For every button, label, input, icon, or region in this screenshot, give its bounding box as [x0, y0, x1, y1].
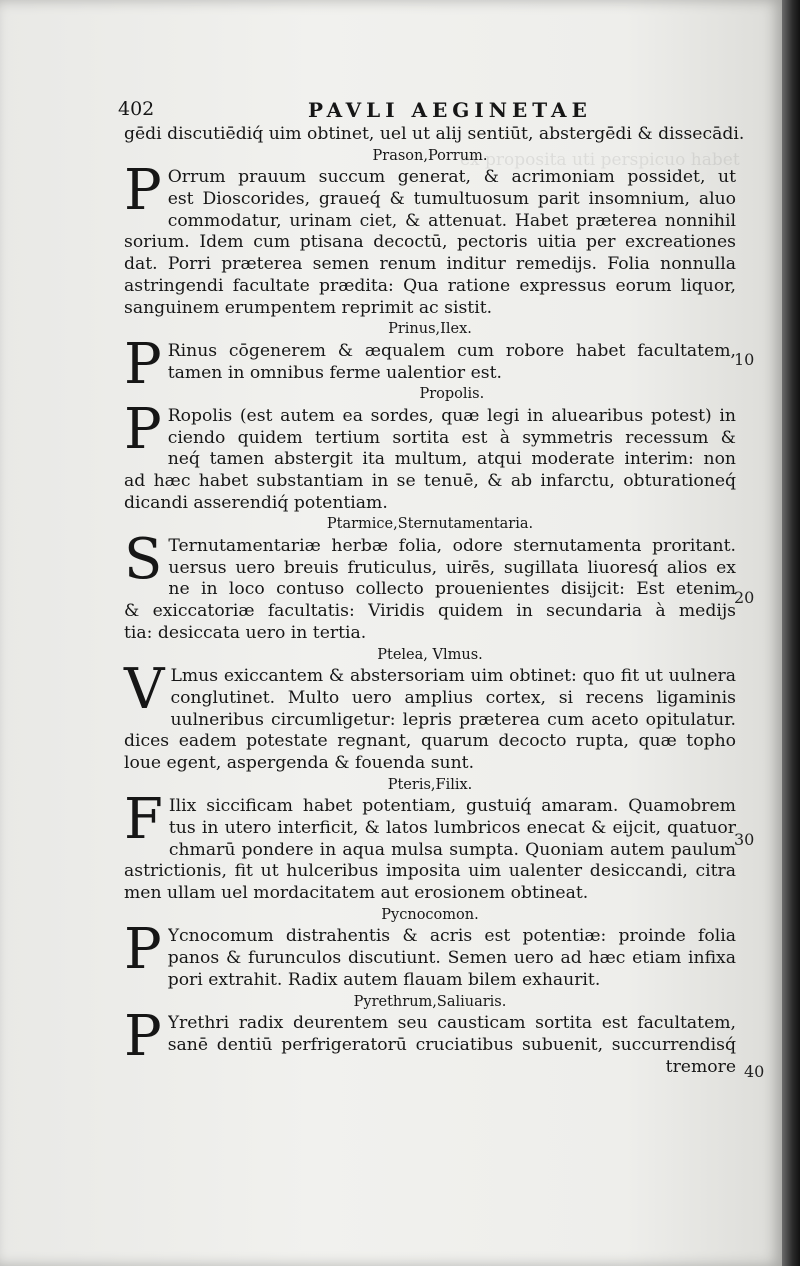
text-line: ne in loco contuso collecto prouenientes disijcit: Est etenim — [168, 579, 736, 600]
entry-sternutamentaria — [124, 527, 736, 644]
entry-propolis — [124, 396, 736, 514]
page-edge-shadow — [782, 0, 800, 1266]
text-line: ad hæc habet substantiam in se tenuē, & ab infarctu, obturationeq́ — [124, 471, 736, 491]
text-line: conglutinet. Multo uero amplius cortex, si recens ligaminis — [170, 687, 736, 708]
text-line: tus in utero interficit, & latos lumbricos enecat & eijcit, quatuor — [168, 818, 736, 838]
drop-cap: S — [124, 527, 163, 593]
drop-cap: V — [124, 657, 165, 723]
text-line: neq́ tamen abstergit ita multum, atqui moderate interim: non — [167, 449, 736, 470]
entry-heading: Pyrethrum,Saliuaris. — [353, 993, 507, 1010]
text-line: Rinus cōgenerem & æqualem cum robore habet facultatem, — [167, 340, 736, 361]
text-line: pori extrahit. Radix autem flauam bilem exhaurit. — [167, 969, 601, 990]
entry-heading: Pycnocomon. — [381, 906, 479, 923]
text-line: sorium. Idem cum ptisana decoctū, pectoris uitia per excreationes — [124, 232, 736, 253]
text-line: Yrethri radix deurentem seu causticam sortita est facultatem, — [167, 1013, 736, 1034]
entry-heading: Prason,Porrum. — [372, 147, 488, 164]
text-line: sanē dentiū perfrigeratorū cruciatibus subuenit, succurrendisq́ — [167, 1034, 736, 1055]
entry-ulmus — [124, 657, 736, 774]
drop-cap: P — [124, 331, 162, 397]
drop-cap: P — [124, 1004, 162, 1070]
catchword: tremore — [665, 1056, 736, 1077]
drop-cap: P — [124, 396, 162, 462]
text-line: Ilix siccificam habet potentiam, gustuiq́ amaram. Quamobrem — [168, 796, 736, 817]
text-line: uersus uero breuis fruticulus, uirēs, sugillata liuoresq́ alios ex — [168, 557, 736, 578]
entry-pycnocomon — [124, 917, 736, 991]
text-line: loue egent, aspergenda & fouenda sunt. — [124, 752, 475, 773]
drop-cap: P — [124, 158, 162, 224]
line-number-marker: 40 — [744, 1062, 765, 1081]
text-line: Orrum prauum succum generat, & acrimoniam possidet, ut — [167, 167, 736, 188]
text-line: dat. Porri præterea semen renum inditur remedijs. Folia nonnulla — [124, 254, 736, 275]
entry-heading: Propolis. — [419, 386, 485, 403]
line-number-marker: 20 — [734, 588, 755, 607]
text-line: Ternutamentariæ herbæ folia, odore sternutamenta proritant. — [168, 536, 736, 557]
entry-heading: Prinus,Ilex. — [388, 321, 472, 338]
text-line: tamen in omnibus ferme ualentior est. — [167, 362, 502, 383]
text-line: tia: desiccata uero in tertia. — [124, 622, 367, 643]
running-head-title: PAVLI AEGINETAE — [308, 98, 592, 122]
text-line: panos & furunculos discutiunt. Semen uero ad hæc etiam infixa — [167, 948, 736, 969]
text-line: men ullam uel mordacitatem aut erosionem obtineat. — [124, 883, 589, 904]
text-line: dicandi asserendiq́ potentiam. — [124, 492, 388, 513]
line-number-marker: 30 — [734, 830, 755, 849]
text-line: Ycnocomum distrahentis & acris est potentiæ: proinde folia — [167, 926, 736, 947]
text-line: & exiccatoriæ facultatis: Viridis quidem in secundaria à medijs — [124, 601, 736, 622]
bleed-through-text: ex proposita uti perspicuo habet — [460, 150, 740, 170]
page-number: 402 — [118, 98, 155, 120]
entry-filix — [124, 787, 736, 904]
running-head — [118, 98, 738, 124]
line-number-marker: 10 — [734, 350, 755, 369]
entry-heading: Ptelea, Vlmus. — [377, 646, 483, 663]
text-line: est Dioscorides, graueq́ & tumultuosum parit insomnium, aluo — [167, 189, 736, 210]
text-line: sanguinem erumpentem reprimit ac sistit. — [124, 297, 493, 318]
text-line: Ropolis (est autem ea sordes, quæ legi in aluearibus potest) in — [167, 405, 736, 426]
opening-line: gēdi discutiēdiq́ uim obtinet, uel ut alij sentiūt, abstergēdi & dissecādi. — [124, 124, 745, 144]
text-line: astrictionis, fit ut hulceribus imposita uim ualenter desiccandi, citra — [124, 861, 736, 882]
text-line: ciendo quidem tertium sortita est à symmetris recessum & — [167, 427, 736, 448]
text-line: chmarū pondere in aqua mulsa sumpta. Quoniam autem paulum — [168, 839, 736, 860]
text-line: uulneribus circumligetur: lepris præterea cum aceto opitulatur. — [170, 709, 736, 730]
text-line: Lmus exiccantem & abstersoriam uim obtinet: quo fit ut uulnera — [170, 666, 736, 687]
text-line: astringendi facultate prædita: Qua ratione expressus eorum liquor, — [124, 275, 736, 296]
entry-heading: Pteris,Filix. — [387, 776, 473, 793]
text-line: commodatur, urinam ciet, & attenuat. Habet præterea nonnihil — [167, 210, 736, 231]
drop-cap: F — [124, 787, 163, 853]
text-line: dices eadem potestate regnant, quarum decocto rupta, quæ topho — [124, 731, 736, 752]
drop-cap: P — [124, 917, 162, 983]
entry-heading: Ptarmice,Sternutamentaria. — [326, 516, 534, 533]
